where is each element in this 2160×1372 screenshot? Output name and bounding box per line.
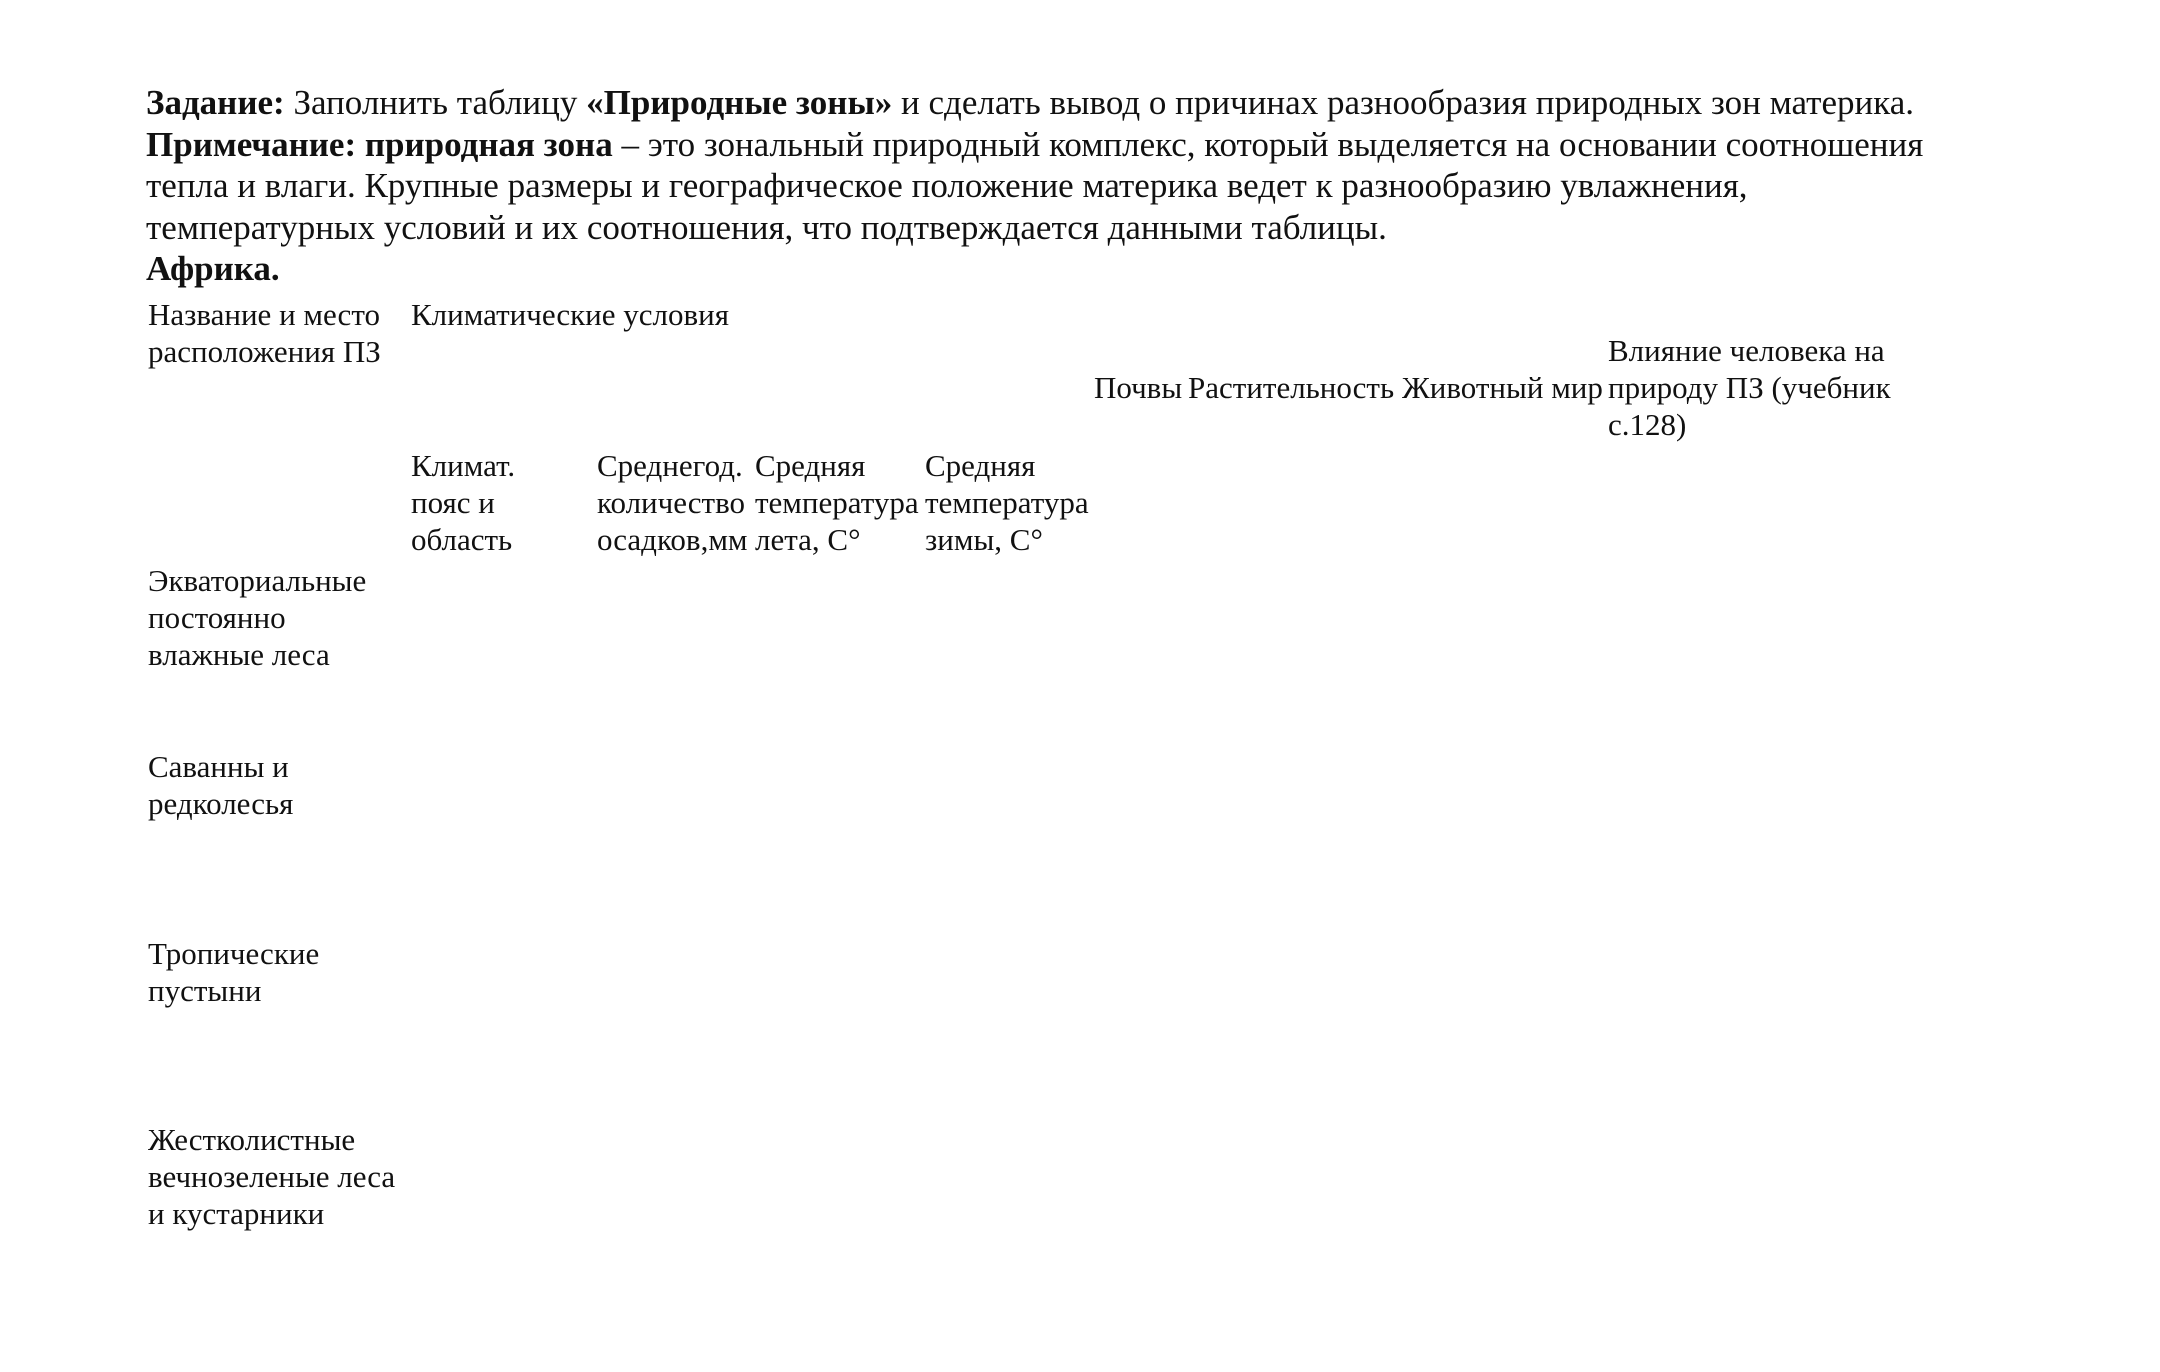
header-vegetation: Растительность <box>1188 370 1395 405</box>
intro-text <box>146 82 2106 290</box>
task-text-before: Заполнить таблицу <box>284 83 587 122</box>
note-line-3: температурных условий и их соотношения, что подтверждается данными таблицы. <box>146 207 1387 247</box>
task-text-after: и сделать вывод о причинах разнообразия природных зон материка. <box>892 83 1914 122</box>
header-zone: Название и место расположения ПЗ <box>148 297 381 369</box>
header-climate: Климатические условия <box>411 297 729 332</box>
header-fauna: Животный мир <box>1402 370 1603 405</box>
task-line <box>146 82 2106 124</box>
subheader-precipitation: Среднегод. количество осадков,мм <box>597 448 748 557</box>
note-line-1 <box>146 124 2106 166</box>
continent-heading <box>146 248 2106 290</box>
note-label: Примечание: природная зона <box>146 124 613 164</box>
row-zone-sclerophyll: Жестколистные вечнозеленые леса и кустарники <box>148 1122 396 1231</box>
task-label: Задание: <box>146 83 285 122</box>
note-line1-rest: – это зональный природный комплекс, который выделяется на основании соотношения <box>612 124 1924 164</box>
header-human-impact: Влияние человека на природу ПЗ (учебник с.128) <box>1608 333 1891 442</box>
header-soils: Почвы <box>1094 370 1183 405</box>
subheader-summer-temp: Средняя температура лета, С° <box>755 448 919 557</box>
row-zone-desert: Тропические пустыни <box>148 936 320 1008</box>
row-zone-equatorial: Экваториальные постоянно влажные леса <box>148 563 367 672</box>
continent-name: Африка. <box>146 249 280 288</box>
row-zone-savanna: Саванны и редколесья <box>148 749 294 821</box>
subheader-winter-temp: Средняя температура зимы, С° <box>925 448 1089 557</box>
subheader-climate-belt: Климат. пояс и область <box>411 448 516 557</box>
task-table-name: «Природные зоны» <box>586 83 893 122</box>
note-line-2: тепла и влаги. Крупные размеры и географическое положение материка ведет к разнообразию увлажнения, <box>146 166 1748 205</box>
